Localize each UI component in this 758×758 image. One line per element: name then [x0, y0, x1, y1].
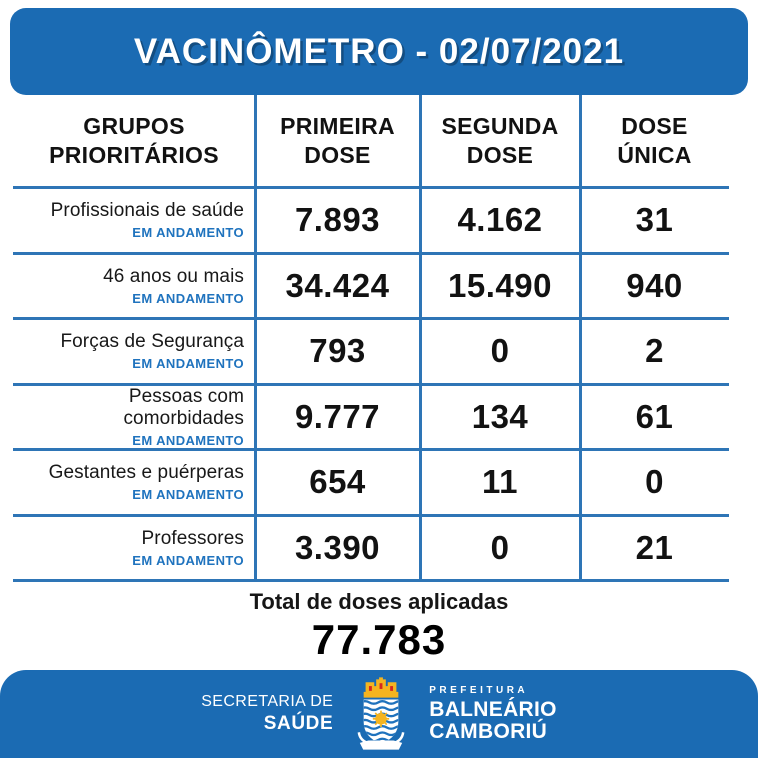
total-label: Total de doses aplicadas	[249, 589, 509, 614]
column-header-dose-unica	[580, 95, 729, 186]
status-badge: EM ANDAMENTO	[132, 552, 244, 568]
status-badge: EM ANDAMENTO	[132, 356, 244, 372]
column-header-text: DOSE	[466, 141, 534, 168]
column-header-grupos	[13, 95, 255, 186]
primeira-dose-value: 3.390	[294, 528, 381, 566]
city-name-line1: BALNEÁRIO	[429, 698, 557, 722]
primeira-dose-value: 654	[309, 463, 366, 501]
group-name: Profissionais de saúde	[50, 200, 244, 222]
shield-icon	[361, 700, 404, 744]
column-header-text: DOSE	[304, 141, 371, 168]
ribbon-icon	[360, 740, 402, 749]
primeira-dose-value: 9.777	[294, 397, 381, 435]
segunda-dose-value: 0	[490, 528, 510, 566]
crown-icon	[364, 677, 399, 697]
doses-table	[13, 95, 729, 582]
group-name: 46 anos ou mais	[103, 265, 244, 287]
page-title: VACINÔMETRO - 02/07/2021	[133, 31, 625, 71]
primeira-dose-value: 793	[309, 332, 366, 370]
group-cell	[13, 189, 255, 252]
sun-icon	[373, 711, 389, 727]
status-badge: EM ANDAMENTO	[132, 225, 244, 241]
footer-banner	[0, 670, 758, 758]
total-section	[0, 589, 758, 664]
table-header-row	[13, 95, 729, 189]
segunda-dose-value: 0	[490, 332, 510, 370]
column-header-text: GRUPOS	[83, 112, 185, 139]
column-divider-2	[419, 95, 422, 582]
group-cell	[13, 386, 255, 449]
total-value: 77.783	[311, 616, 447, 663]
balneario-camboriu-crest-icon	[355, 676, 407, 752]
group-cell	[13, 320, 255, 383]
column-header-text: ÚNICA	[617, 141, 692, 168]
dose-unica-value: 31	[635, 201, 674, 239]
group-name: Pessoas com comorbidades	[123, 385, 244, 429]
status-badge: EM ANDAMENTO	[132, 432, 244, 448]
group-cell	[13, 255, 255, 318]
segunda-dose-value: 15.490	[448, 266, 552, 304]
column-header-text: PRIORITÁRIOS	[49, 141, 219, 168]
secretaria-saude-label	[201, 692, 333, 736]
column-divider-3	[579, 95, 582, 582]
segunda-dose-value: 11	[482, 463, 518, 501]
table-row-46-anos	[13, 255, 729, 321]
dose-unica-value: 940	[626, 266, 683, 304]
city-name-line2: CAMBORIÚ	[429, 720, 548, 743]
column-header-text: SEGUNDA	[441, 112, 559, 139]
table-row-profissionais-saude	[13, 189, 729, 255]
secretaria-line1: SECRETARIA DE	[201, 693, 334, 711]
group-name: Gestantes e puérperas	[48, 462, 244, 484]
prefeitura-wordmark	[429, 685, 557, 743]
table-row-comorbidades	[13, 386, 729, 452]
dose-unica-value: 21	[635, 528, 674, 566]
prefeitura-label: PREFEITURA	[429, 685, 529, 697]
column-header-segunda-dose	[420, 95, 580, 186]
column-header-text: PRIMEIRA	[280, 112, 395, 139]
primeira-dose-value: 34.424	[285, 266, 390, 304]
status-badge: EM ANDAMENTO	[132, 487, 244, 503]
dose-unica-value: 61	[635, 397, 674, 435]
group-cell	[13, 451, 255, 514]
status-badge: EM ANDAMENTO	[132, 290, 244, 306]
group-name: Professores	[141, 527, 244, 549]
secretaria-line2: SAÚDE	[263, 713, 334, 735]
column-header-text: DOSE	[621, 112, 688, 139]
dose-unica-value: 2	[645, 332, 664, 370]
column-header-primeira-dose	[255, 95, 420, 186]
dose-unica-value: 0	[645, 463, 664, 501]
table-row-forcas-seguranca	[13, 320, 729, 386]
group-name: Forças de Segurança	[60, 331, 244, 353]
segunda-dose-value: 4.162	[457, 201, 543, 239]
group-cell	[13, 517, 255, 580]
column-divider-1	[254, 95, 257, 582]
segunda-dose-value: 134	[471, 397, 529, 435]
table-row-gestantes	[13, 451, 729, 517]
primeira-dose-value: 7.893	[294, 201, 381, 239]
header-banner	[10, 8, 748, 95]
table-row-professores	[13, 517, 729, 583]
